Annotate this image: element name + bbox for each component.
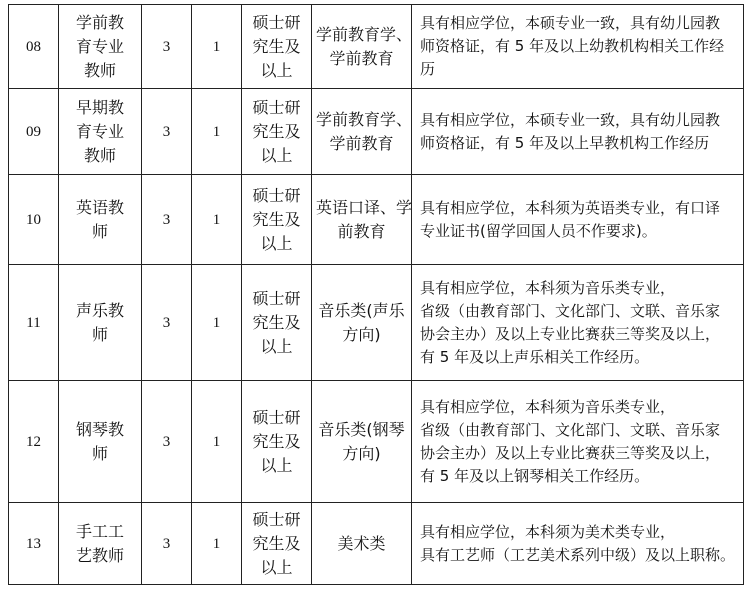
cell-major-line: 学前教育 [329,133,394,153]
cell-requirement-line: 有 5 年及以上钢琴相关工作经历。 [420,466,650,485]
cell-major-line: 学前教育 [329,48,394,68]
cell-degree-line: 硕士研 [252,97,301,117]
cell-requirement-line: 具有相应学位，本科须为英语类专业，有口译 [420,198,721,217]
cell-requirement-line: 协会主办）及以上专业比赛获三等奖及以上， [420,324,721,343]
cell-count: 3 [142,381,192,503]
cell-position [59,89,142,175]
cell-requirement [412,175,744,265]
cell-requirement-line: 有 5 年及以上声乐相关工作经历。 [420,347,650,366]
cell-requirement [412,381,744,503]
table-body [9,5,744,585]
cell-requirement [412,89,744,175]
cell-degree-line: 以上 [260,557,293,577]
table-row [9,89,744,175]
cell-number: 13 [9,503,59,585]
cell-position-line: 师 [91,221,108,241]
cell-degree-line: 以上 [260,455,293,475]
cell-major-line: 美术类 [337,533,386,553]
recruitment-table [8,4,744,585]
cell-position-line: 手工工 [75,521,124,541]
table-row [9,5,744,89]
cell-ratio: 1 [192,265,242,381]
cell-major-line: 学前教育学、 [316,24,413,44]
cell-major [312,265,412,381]
cell-position-line: 育专业 [75,36,124,56]
cell-ratio: 1 [192,89,242,175]
table-row [9,503,744,585]
cell-degree-line: 硕士研 [252,12,301,32]
cell-position [59,5,142,89]
cell-major [312,503,412,585]
cell-position-line: 师 [91,443,108,463]
cell-requirement-line: 省级（由教育部门、文化部门、文联、音乐家 [420,301,721,320]
cell-degree [242,503,312,585]
cell-requirement-line: 协会主办）及以上专业比赛获三等奖及以上， [420,443,721,462]
table-row [9,265,744,381]
cell-ratio: 1 [192,175,242,265]
cell-degree-line: 硕士研 [252,288,301,308]
cell-degree [242,89,312,175]
cell-position-line: 钢琴教 [75,419,124,439]
cell-count: 3 [142,89,192,175]
cell-requirement-line: 具有工艺师（工艺美术系列中级）及以上职称。 [420,545,736,564]
cell-requirement-line: 具有相应学位，本硕专业一致，具有幼儿园教 [420,14,721,32]
cell-requirement [412,265,744,381]
cell-major-line: 方向) [342,324,381,344]
cell-requirement-line: 专业证书(留学回国人员不作要求)。 [420,221,657,240]
cell-degree-line: 以上 [260,336,293,356]
cell-position [59,175,142,265]
cell-degree-line: 究生及 [252,431,301,451]
cell-position [59,381,142,503]
cell-degree-line: 究生及 [252,209,301,229]
cell-requirement-line: 师资格证，有 5 年及以上早教机构工作经历 [420,133,710,152]
cell-requirement [412,503,744,585]
cell-degree-line: 硕士研 [252,185,301,205]
cell-number: 09 [9,89,59,175]
cell-ratio: 1 [192,381,242,503]
cell-ratio: 1 [192,503,242,585]
cell-position [59,503,142,585]
cell-number: 10 [9,175,59,265]
table-row [9,381,744,503]
cell-major-line: 英语口译、学 [316,197,413,217]
cell-count: 3 [142,175,192,265]
cell-degree-line: 以上 [260,60,293,80]
cell-position-line: 早期教 [75,97,124,117]
cell-degree-line: 硕士研 [252,509,301,529]
cell-degree-line: 硕士研 [252,407,301,427]
cell-requirement [412,5,744,89]
table-row [9,175,744,265]
cell-requirement-line: 师资格证，有 5 年及以上幼教机构相关工作经 [420,37,725,55]
cell-position-line: 学前教 [75,12,124,32]
cell-requirement-line: 具有相应学位，本科须为音乐类专业， [420,278,676,297]
cell-requirement-line: 具有相应学位，本硕专业一致，具有幼儿园教 [420,110,721,129]
cell-position-line: 教师 [83,60,116,80]
cell-degree [242,381,312,503]
cell-count: 3 [142,5,192,89]
cell-major-line: 音乐类(钢琴 [318,419,405,439]
cell-major [312,89,412,175]
cell-number: 12 [9,381,59,503]
cell-count: 3 [142,503,192,585]
cell-degree-line: 以上 [260,145,293,165]
cell-major [312,381,412,503]
cell-major-line: 学前教育学、 [316,109,413,129]
cell-degree [242,265,312,381]
cell-requirement-line: 历 [420,60,436,78]
cell-count: 3 [142,265,192,381]
cell-number: 11 [9,265,59,381]
cell-major-line: 方向) [342,443,381,463]
cell-major [312,5,412,89]
cell-ratio: 1 [192,5,242,89]
cell-requirement-line: 省级（由教育部门、文化部门、文联、音乐家 [420,420,721,439]
cell-position-line: 艺教师 [75,545,124,565]
cell-major-line: 音乐类(声乐 [318,300,405,320]
cell-degree-line: 究生及 [252,533,301,553]
cell-requirement-line: 具有相应学位，本科须为音乐类专业， [420,397,676,416]
cell-position-line: 育专业 [75,121,124,141]
cell-major-line: 前教育 [337,221,386,241]
cell-number: 08 [9,5,59,89]
cell-position [59,265,142,381]
cell-major [312,175,412,265]
cell-position-line: 声乐教 [75,300,124,320]
cell-degree-line: 以上 [260,233,293,253]
cell-position-line: 教师 [83,145,116,165]
cell-degree-line: 究生及 [252,312,301,332]
cell-degree-line: 究生及 [252,121,301,141]
cell-position-line: 师 [91,324,108,344]
cell-degree-line: 究生及 [252,36,301,56]
cell-requirement-line: 具有相应学位，本科须为美术类专业， [420,522,676,541]
cell-degree [242,5,312,89]
cell-position-line: 英语教 [75,197,124,217]
cell-degree [242,175,312,265]
